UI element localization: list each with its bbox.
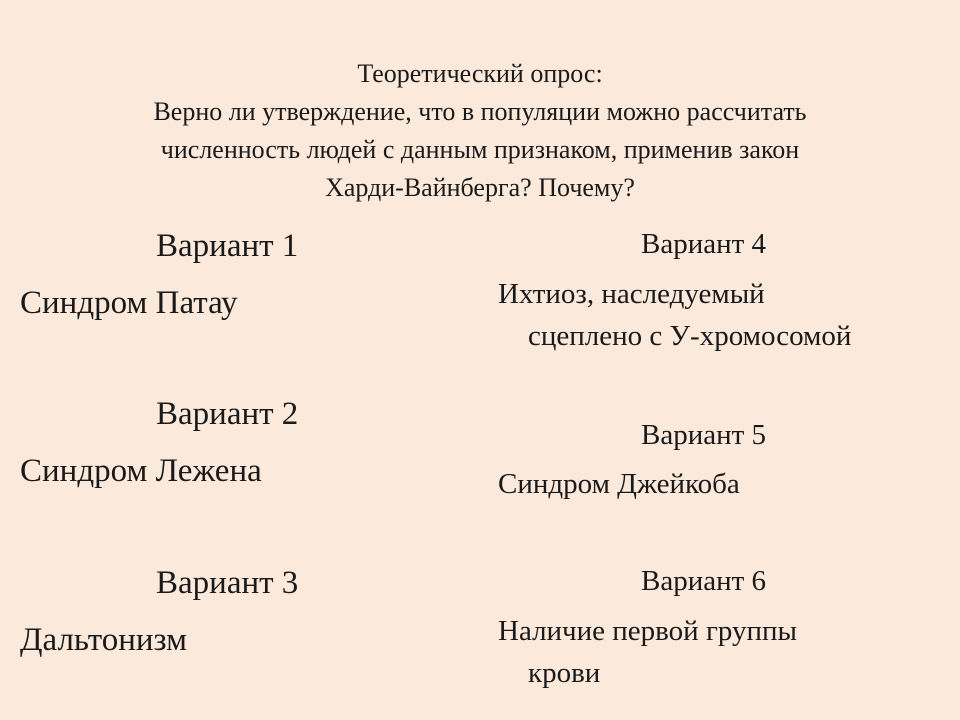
variant-6-text-line-1: Наличие первой группы <box>498 615 797 647</box>
right-column <box>498 0 948 720</box>
variant-1-label: Вариант 1 <box>156 228 299 264</box>
variant-3-text: Дальтонизм <box>20 622 187 658</box>
variant-4-label: Вариант 4 <box>641 228 767 260</box>
title-line-3: численность людей с данным признаком, применив закон <box>160 135 800 164</box>
variant-6-text-line-2: крови <box>528 657 601 689</box>
variant-5-label: Вариант 5 <box>641 419 767 451</box>
variant-6-label: Вариант 6 <box>641 565 767 597</box>
variant-4-text-line-2: сцеплено с У-хромосомой <box>528 320 852 352</box>
left-column <box>20 0 460 720</box>
variant-2-label: Вариант 2 <box>156 396 299 432</box>
title-line-2: Верно ли утверждение, что в популяции можно рассчитать <box>153 97 807 126</box>
variant-1-text: Синдром Патау <box>20 285 238 321</box>
variant-5-text: Синдром Джейкоба <box>498 468 740 500</box>
title-line-4: Харди-Вайнберга? Почему? <box>325 173 635 202</box>
variant-3-label: Вариант 3 <box>156 565 299 601</box>
title-line-1: Теоретический опрос: <box>357 59 603 88</box>
variant-2-text: Синдром Лежена <box>20 453 262 489</box>
variant-4-text-line-1: Ихтиоз, наследуемый <box>498 278 765 310</box>
